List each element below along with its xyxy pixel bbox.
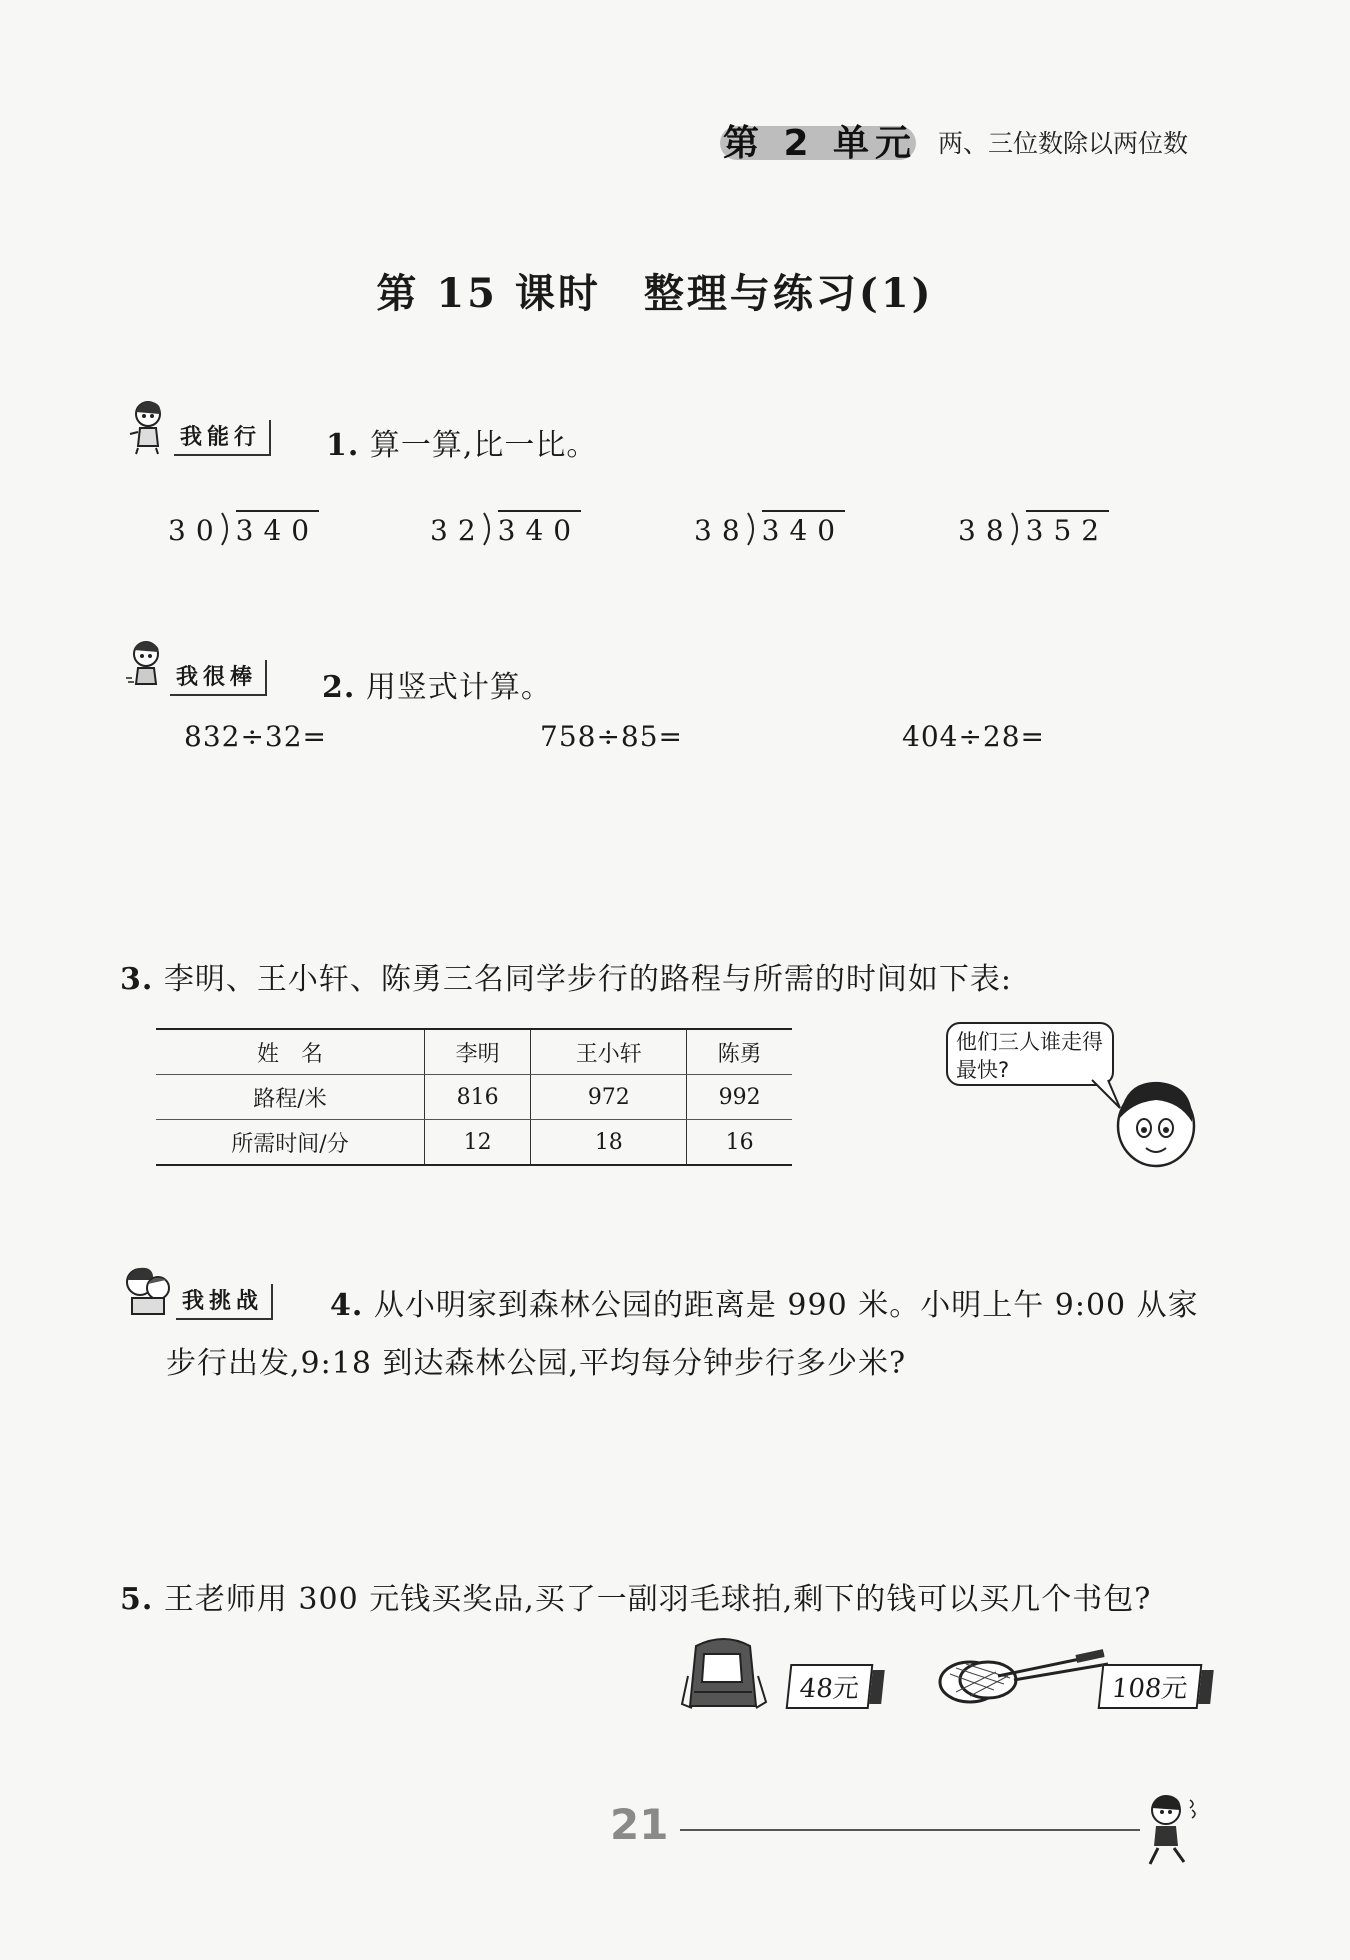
tag-label: 我挑战	[176, 1284, 273, 1320]
lesson-title: 第 15 课时 整理与练习(1)	[376, 270, 934, 317]
table-cell: 所需时间/分	[156, 1120, 425, 1166]
table-cell: 王小轩	[531, 1029, 687, 1075]
q5-text	[120, 1574, 1151, 1618]
division-problem	[694, 510, 845, 547]
dividend: 340	[236, 510, 319, 547]
girl-mascot-icon	[128, 398, 174, 456]
q3-prompt: 李明、王小轩、陈勇三名同学步行的路程与所需的时间如下表:	[163, 962, 1012, 997]
expression: 404÷28=	[902, 720, 1045, 753]
table-cell: 816	[425, 1075, 531, 1120]
table-cell: 16	[687, 1120, 792, 1166]
unit-badge	[720, 118, 920, 162]
page-number: 21	[610, 1800, 669, 1849]
q4-line1	[330, 1280, 1199, 1324]
unit-badge-text: 第 2 单元	[722, 122, 918, 164]
q3-text	[120, 954, 1012, 998]
divisor: 32	[430, 514, 486, 547]
division-problem	[958, 510, 1109, 547]
table-cell: 李明	[425, 1029, 531, 1075]
q2-number: 2.	[322, 670, 356, 705]
expression: 832÷32=	[184, 720, 327, 753]
speech-bubble: 他们三人谁走得最快?	[946, 1022, 1114, 1086]
q5-prompt: 王老师用 300 元钱买奖品,买了一副羽毛球拍,剩下的钱可以买几个书包?	[163, 1582, 1152, 1617]
table-row	[156, 1029, 792, 1075]
price-tag-racket	[1098, 1664, 1202, 1709]
division-bracket-icon	[1010, 511, 1022, 547]
boy-face-icon	[1110, 1072, 1200, 1170]
q4-text-line1: 从小明家到森林公园的距离是 990 米。小明上午 9:00 从家	[373, 1288, 1199, 1323]
table-cell: 姓 名	[156, 1029, 425, 1075]
q5-number: 5.	[120, 1582, 154, 1617]
tag-woneng	[128, 398, 271, 456]
price-racket: 108元	[1110, 1674, 1189, 1704]
q4-number: 4.	[330, 1288, 364, 1323]
dividend: 352	[1026, 510, 1109, 547]
table-row	[156, 1120, 792, 1166]
schoolbag-icon	[680, 1636, 770, 1716]
division-problem	[430, 510, 581, 547]
table-cell: 路程/米	[156, 1075, 425, 1120]
unit-title: 两、三位数除以两位数	[938, 129, 1189, 158]
dividend: 340	[498, 510, 581, 547]
q2-prompt: 用竖式计算。	[365, 670, 552, 705]
tag-label: 我很棒	[170, 660, 267, 696]
tag-henbang	[124, 638, 267, 696]
divisor: 38	[958, 514, 1014, 547]
q4-text-line2: 步行出发,9:18 到达森林公园,平均每分钟步行多少米?	[166, 1346, 907, 1381]
price-tag-bag	[786, 1664, 874, 1709]
price-bag: 48元	[798, 1674, 861, 1704]
divisor: 30	[168, 514, 224, 547]
badminton-rackets-icon	[936, 1640, 1116, 1710]
table-cell: 12	[425, 1120, 531, 1166]
running-kid-mascot-icon	[1140, 1790, 1206, 1870]
table-cell: 992	[687, 1075, 792, 1120]
division-problem	[168, 510, 319, 547]
boy-mascot-icon	[124, 638, 170, 696]
table-cell: 18	[531, 1120, 687, 1166]
tag-label: 我能行	[174, 420, 271, 456]
dividend: 340	[762, 510, 845, 547]
two-kids-mascot-icon	[120, 1262, 176, 1320]
q1-text	[326, 420, 597, 464]
tag-tiaozhan	[120, 1262, 273, 1320]
division-bracket-icon	[746, 511, 758, 547]
q3-number: 3.	[120, 962, 154, 997]
table-row	[156, 1075, 792, 1120]
table-cell: 陈勇	[687, 1029, 792, 1075]
q1-number: 1.	[326, 428, 360, 463]
expression: 758÷85=	[540, 720, 683, 753]
q1-prompt: 算一算,比一比。	[369, 428, 598, 463]
divisor: 38	[694, 514, 750, 547]
walking-table	[156, 1028, 792, 1166]
division-bracket-icon	[482, 511, 494, 547]
footer-divider	[680, 1829, 1140, 1831]
table-cell: 972	[531, 1075, 687, 1120]
q2-text	[322, 662, 552, 706]
division-bracket-icon	[220, 511, 232, 547]
